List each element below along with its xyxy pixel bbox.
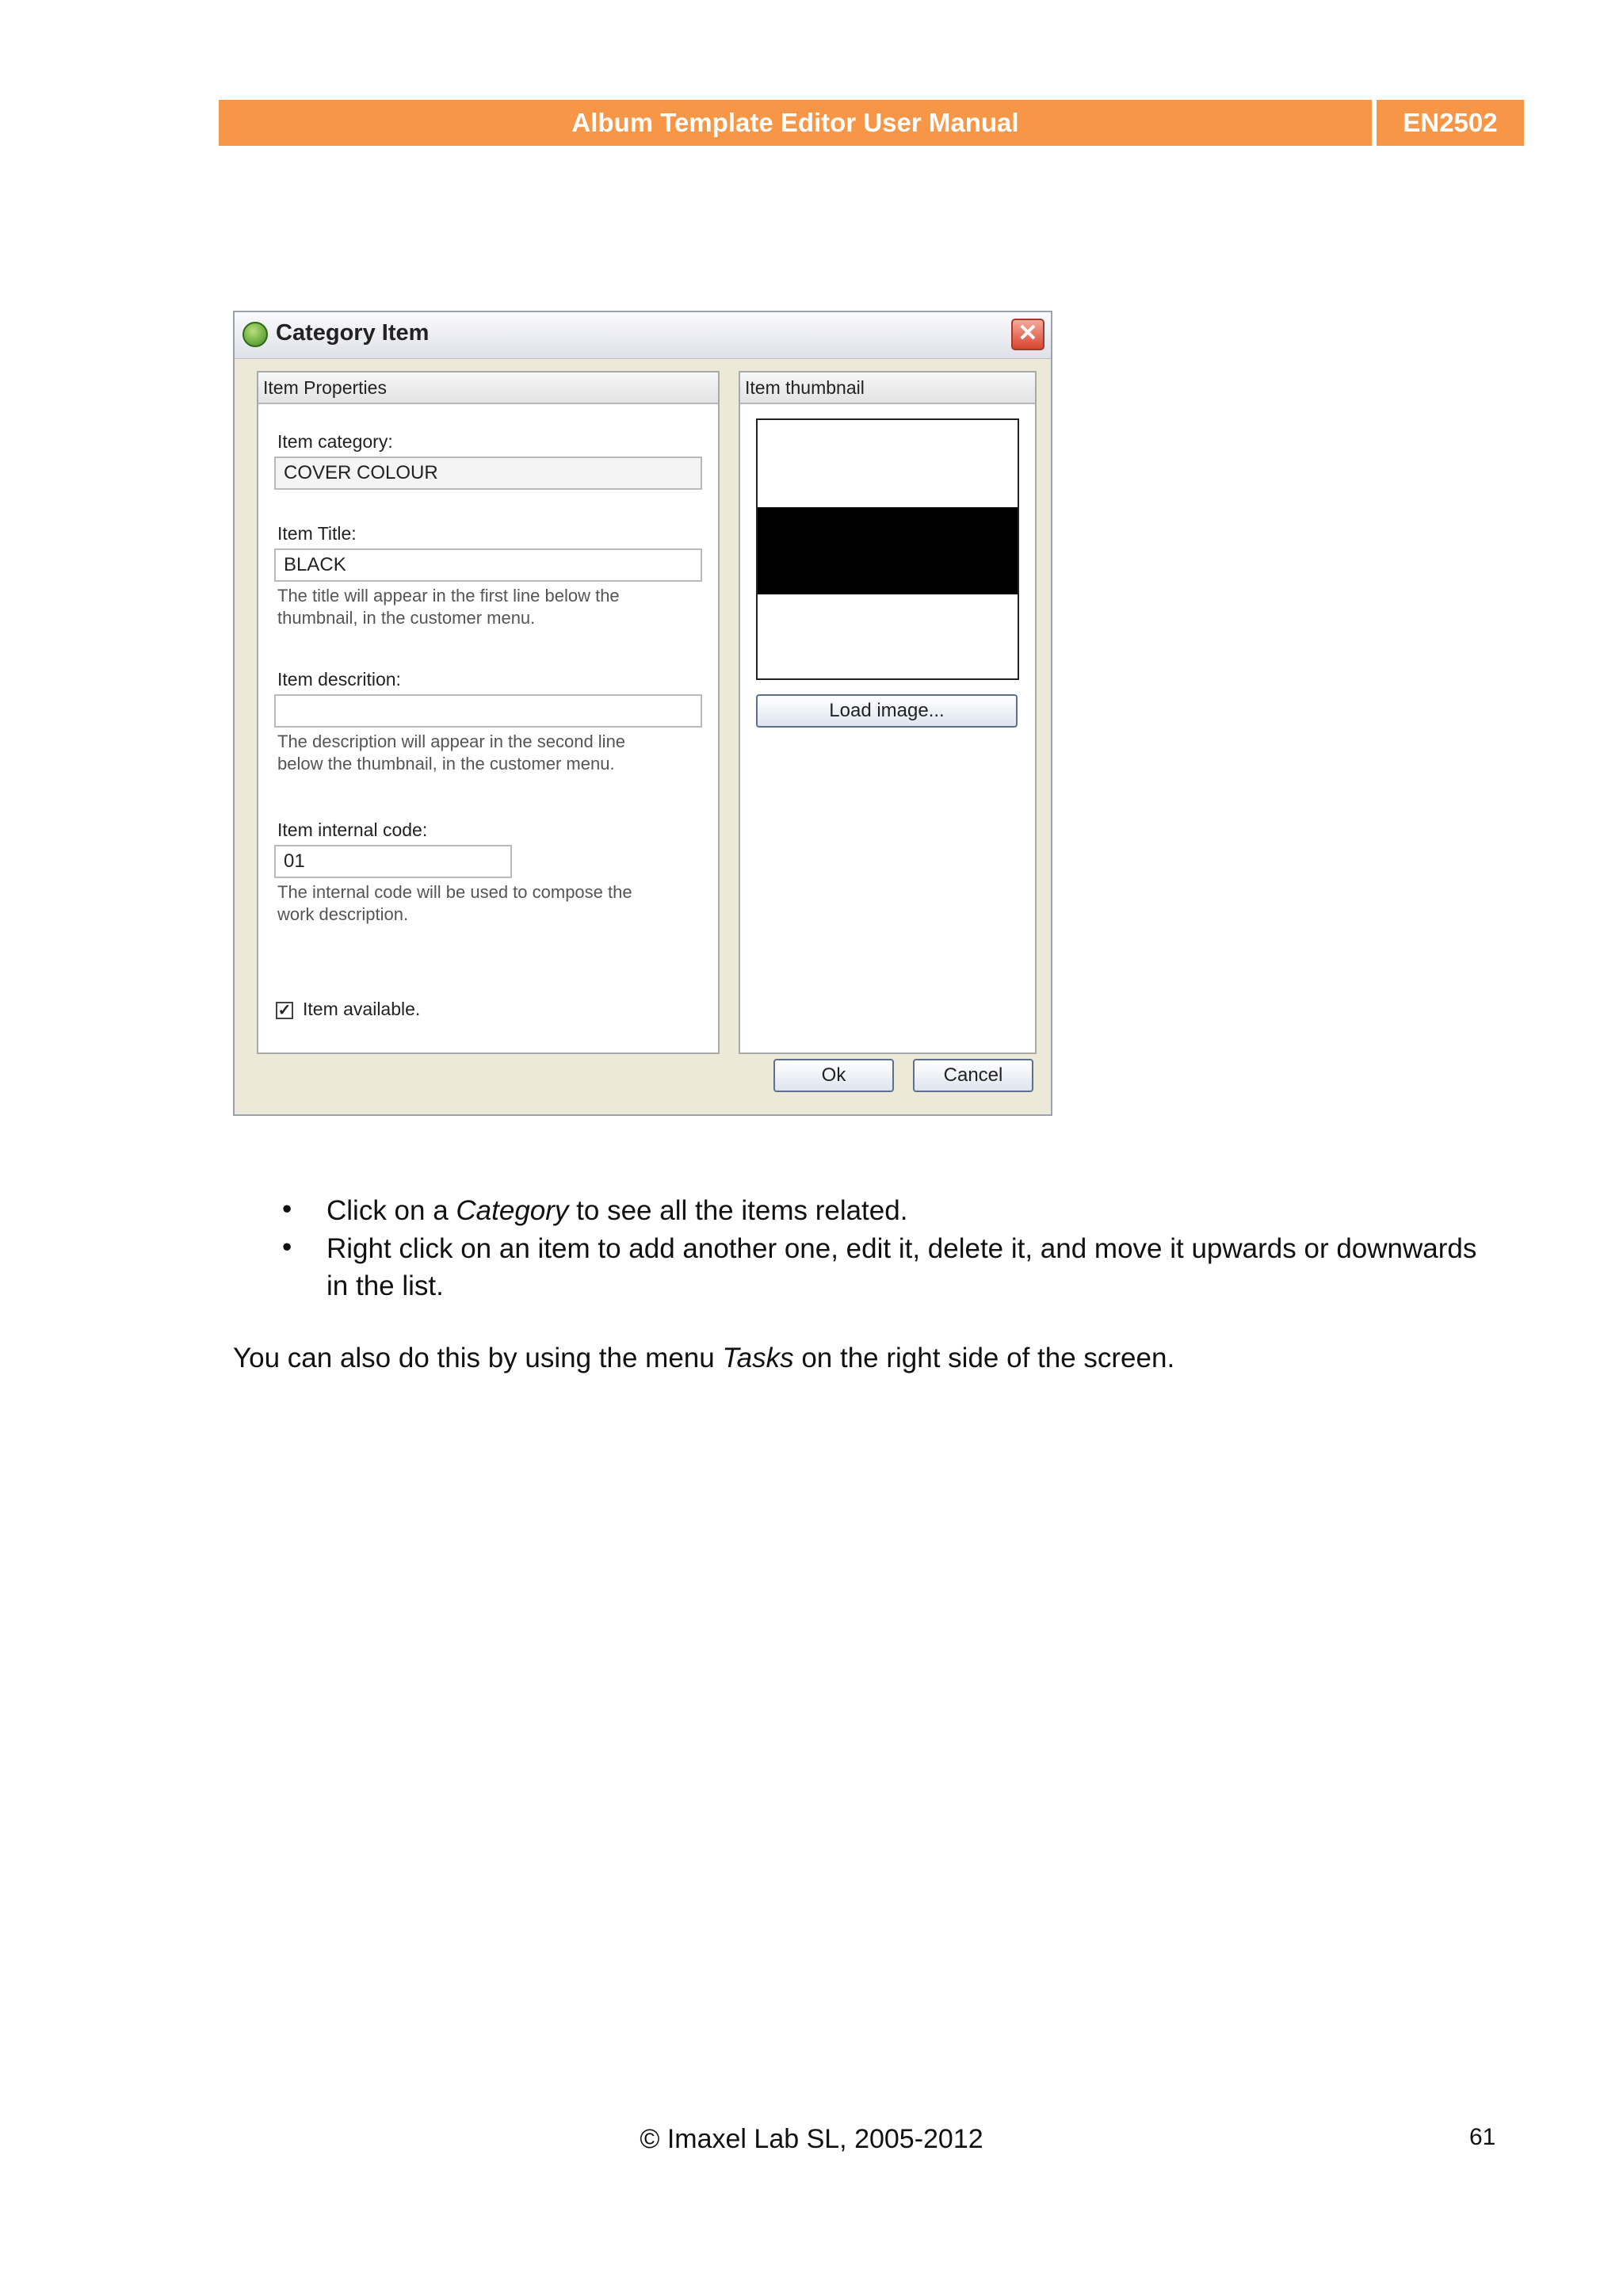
item-title-field[interactable]: BLACK xyxy=(274,548,702,582)
item-description-field[interactable] xyxy=(274,694,702,728)
bullet-item-1 xyxy=(327,1192,1515,1229)
item-properties-heading: Item Properties xyxy=(258,372,718,404)
dialog-title: Category Item xyxy=(276,320,430,346)
item-description-help-line: below the thumbnail, in the customer menu. xyxy=(277,754,615,774)
item-available-checkbox[interactable]: ✓ xyxy=(276,1002,293,1019)
item-title-help-line: The title will appear in the first line below the xyxy=(277,586,620,606)
item-code-help-line: work description. xyxy=(277,904,409,924)
item-code-label: Item internal code: xyxy=(277,819,428,840)
item-title-help-line: thumbnail, in the customer menu. xyxy=(277,608,536,628)
thumbnail-preview xyxy=(756,418,1019,680)
bullet-1-text-pre: Click on a xyxy=(327,1195,456,1226)
load-image-button[interactable]: Load image... xyxy=(756,694,1018,728)
footer-copyright: © Imaxel Lab SL, 2005-2012 xyxy=(640,2124,983,2154)
close-button[interactable]: ✕ xyxy=(1011,319,1044,350)
tasks-paragraph xyxy=(233,1343,1174,1374)
item-title-help xyxy=(277,585,620,629)
item-code-help-line: The internal code will be used to compose the xyxy=(277,882,632,902)
paragraph-text-pre: You can also do this by using the menu xyxy=(233,1343,723,1373)
bullet-1-emphasis: Category xyxy=(456,1195,569,1226)
bullet-2-line-2: in the list. xyxy=(327,1270,444,1301)
dialog-titlebar xyxy=(235,312,1051,359)
item-category-field[interactable]: COVER COLOUR xyxy=(274,457,702,490)
app-logo-icon xyxy=(242,322,268,347)
category-item-dialog xyxy=(233,311,1052,1116)
document-code: EN2502 xyxy=(1377,100,1524,146)
cancel-button[interactable]: Cancel xyxy=(913,1059,1033,1092)
bullet-item-2 xyxy=(327,1230,1515,1305)
bullet-marker: • xyxy=(282,1194,292,1224)
item-available-label: Item available. xyxy=(303,999,421,1019)
paragraph-text-post: on the right side of the screen. xyxy=(793,1343,1175,1373)
item-description-label: Item descrition: xyxy=(277,669,401,690)
paragraph-emphasis: Tasks xyxy=(722,1343,794,1373)
item-title-label: Item Title: xyxy=(277,523,357,544)
manual-title: Album Template Editor User Manual xyxy=(219,100,1372,146)
ok-button[interactable]: Ok xyxy=(773,1059,894,1092)
item-thumbnail-panel xyxy=(739,371,1037,1054)
bullet-marker: • xyxy=(282,1232,292,1263)
item-code-help xyxy=(277,881,632,926)
item-description-help xyxy=(277,731,625,775)
bullet-1-text-post: to see all the items related. xyxy=(568,1195,908,1226)
item-code-field[interactable]: 01 xyxy=(274,845,512,878)
item-thumbnail-heading: Item thumbnail xyxy=(740,372,1035,404)
bullet-2-line-1: Right click on an item to add another one, edit it, delete it, and move it upwards or downwards xyxy=(327,1233,1477,1264)
item-properties-panel xyxy=(257,371,720,1054)
item-category-label: Item category: xyxy=(277,431,393,452)
page-number: 61 xyxy=(1469,2124,1496,2150)
thumbnail-black-band xyxy=(758,507,1018,594)
item-description-help-line: The description will appear in the second line xyxy=(277,732,626,751)
